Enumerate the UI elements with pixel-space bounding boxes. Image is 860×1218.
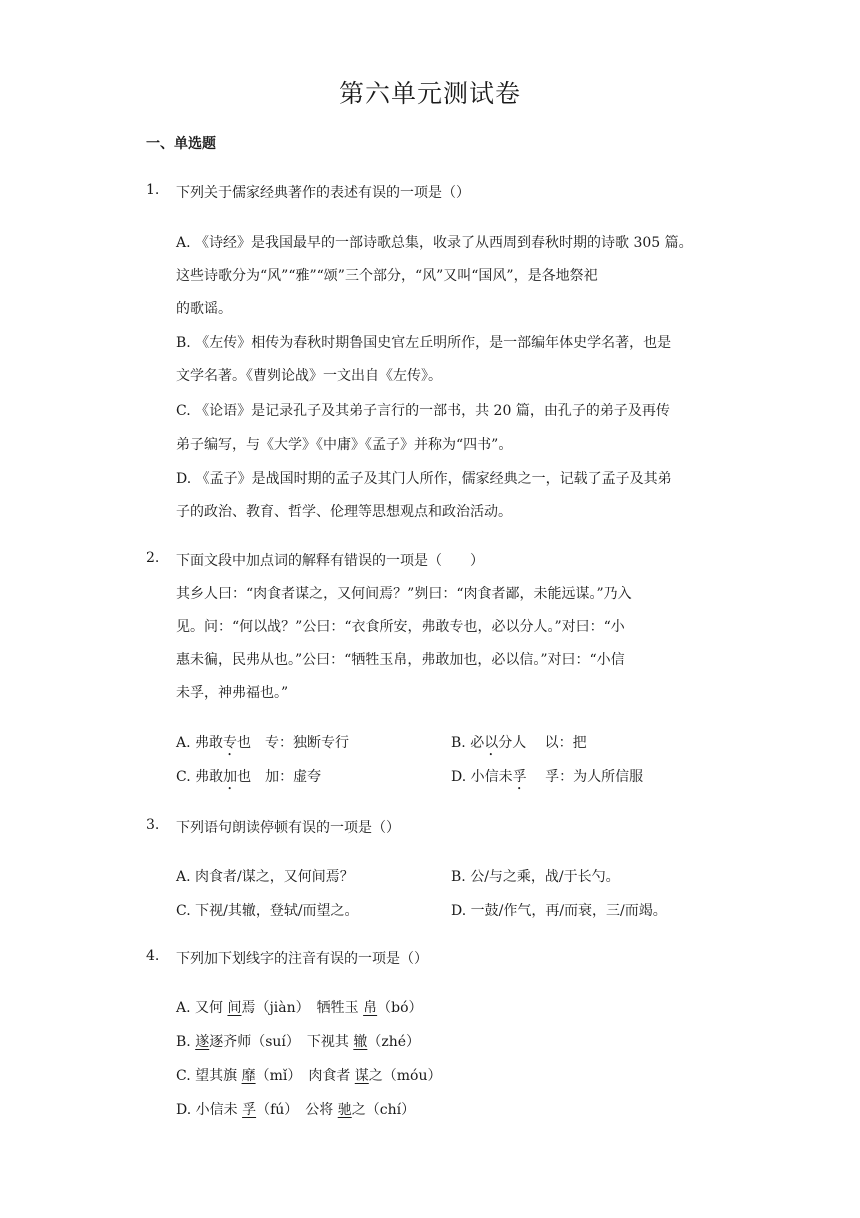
option-b[interactable]: B. 遂逐齐师（suí） 下视其 辙（zhé） bbox=[176, 1034, 421, 1050]
option-d[interactable]: D. 一鼓/作气，再/而衰，三/而竭。 bbox=[451, 903, 667, 919]
underlined-char: 靡 bbox=[241, 1068, 256, 1084]
q2-passage-line: 见。问：“何以战？”公曰：“衣食所安，弗敢专也，必以分人。”对曰：“小 bbox=[176, 619, 625, 635]
question-stem: 下面文段中加点词的解释有错误的一项是（ ） bbox=[176, 553, 484, 569]
page-title: 第六单元测试卷 bbox=[338, 79, 521, 108]
option-d[interactable]: D. 小信未 孚（fú） 公将 驰之（chí） bbox=[176, 1102, 416, 1118]
q1-line: 弟子编写，与《大学》《中庸》《孟子》并称为“四书”。 bbox=[176, 437, 513, 453]
dotted-word: 专 bbox=[223, 735, 238, 751]
q1-line: 的歌谣。 bbox=[176, 301, 232, 317]
question-number: 4. bbox=[146, 948, 160, 964]
option-b[interactable]: B. 公/与之乘，战/于长勺。 bbox=[451, 869, 620, 885]
question-number: 3. bbox=[146, 817, 160, 833]
dotted-word: 以 bbox=[484, 735, 499, 751]
option-d[interactable]: D. 小信未孚 孚：为人所信服 bbox=[451, 769, 644, 785]
q1-line: 这些诗歌分为“风”“雅”“颂”三个部分，“风”又叫“国风”，是各地祭祀 bbox=[176, 268, 598, 284]
question-number: 2. bbox=[146, 550, 160, 566]
underlined-char: 遂 bbox=[195, 1034, 210, 1050]
q1-line: C. 《论语》是记录孔子及其弟子言行的一部书，共 20 篇，由孔子的弟子及再传 bbox=[176, 403, 670, 419]
option-a[interactable]: A. 弗敢专也 专：独断专行 bbox=[176, 735, 350, 751]
question-stem: 下列语句朗读停顿有误的一项是（） bbox=[176, 820, 400, 836]
option-c[interactable]: C. 下视/其辙，登轼/而望之。 bbox=[176, 903, 359, 919]
q1-line: B. 《左传》相传为春秋时期鲁国史官左丘明所作，是一部编年体史学名著，也是 bbox=[176, 335, 672, 351]
option-a[interactable]: A. 又何 间焉（jiàn） 牺牲玉 帛（bó） bbox=[176, 1000, 423, 1016]
dotted-word: 加 bbox=[223, 769, 238, 785]
q1-line: D. 《孟子》是战国时期的孟子及其门人所作，儒家经典之一，记载了孟子及其弟 bbox=[176, 471, 672, 487]
section-heading: 一、单选题 bbox=[146, 136, 216, 152]
underlined-char: 间 bbox=[227, 1000, 242, 1016]
underlined-char: 驰 bbox=[337, 1102, 352, 1118]
underlined-char: 帛 bbox=[363, 1000, 378, 1016]
question-number: 1. bbox=[146, 182, 160, 198]
dotted-word: 孚 bbox=[512, 769, 527, 785]
q1-line: 子的政治、教育、哲学、伦理等思想观点和政治活动。 bbox=[176, 504, 512, 520]
option-c[interactable]: C. 望其旗 靡（mǐ） 肉食者 谋之（móu） bbox=[176, 1068, 442, 1084]
underlined-char: 孚 bbox=[242, 1102, 257, 1118]
option-c[interactable]: C. 弗敢加也 加：虚夸 bbox=[176, 769, 322, 785]
q2-passage-line: 惠未徧，民弗从也。”公曰：“牺牲玉帛，弗敢加也，必以信。”对曰：“小信 bbox=[176, 652, 625, 668]
underlined-char: 辙 bbox=[353, 1034, 368, 1050]
underlined-char: 谋 bbox=[354, 1068, 369, 1084]
q1-line: A. 《诗经》是我国最早的一部诗歌总集，收录了从西周到春秋时期的诗歌 305 篇。 bbox=[176, 235, 693, 251]
q2-passage-line: 其乡人曰：“肉食者谋之，又何间焉？”刿曰：“肉食者鄙，未能远谋。”乃入 bbox=[176, 586, 632, 602]
question-stem: 下列加下划线字的注音有误的一项是（） bbox=[176, 951, 428, 967]
question-stem: 下列关于儒家经典著作的表述有误的一项是（） bbox=[176, 185, 470, 201]
q1-line: 文学名著。《曹刿论战》一文出自《左传》。 bbox=[176, 368, 442, 384]
option-b[interactable]: B. 必以分人 以：把 bbox=[451, 735, 587, 751]
q2-passage-line: 未孚，神弗福也。” bbox=[176, 685, 289, 701]
option-a[interactable]: A. 肉食者/谋之，又何间焉？ bbox=[176, 869, 354, 885]
